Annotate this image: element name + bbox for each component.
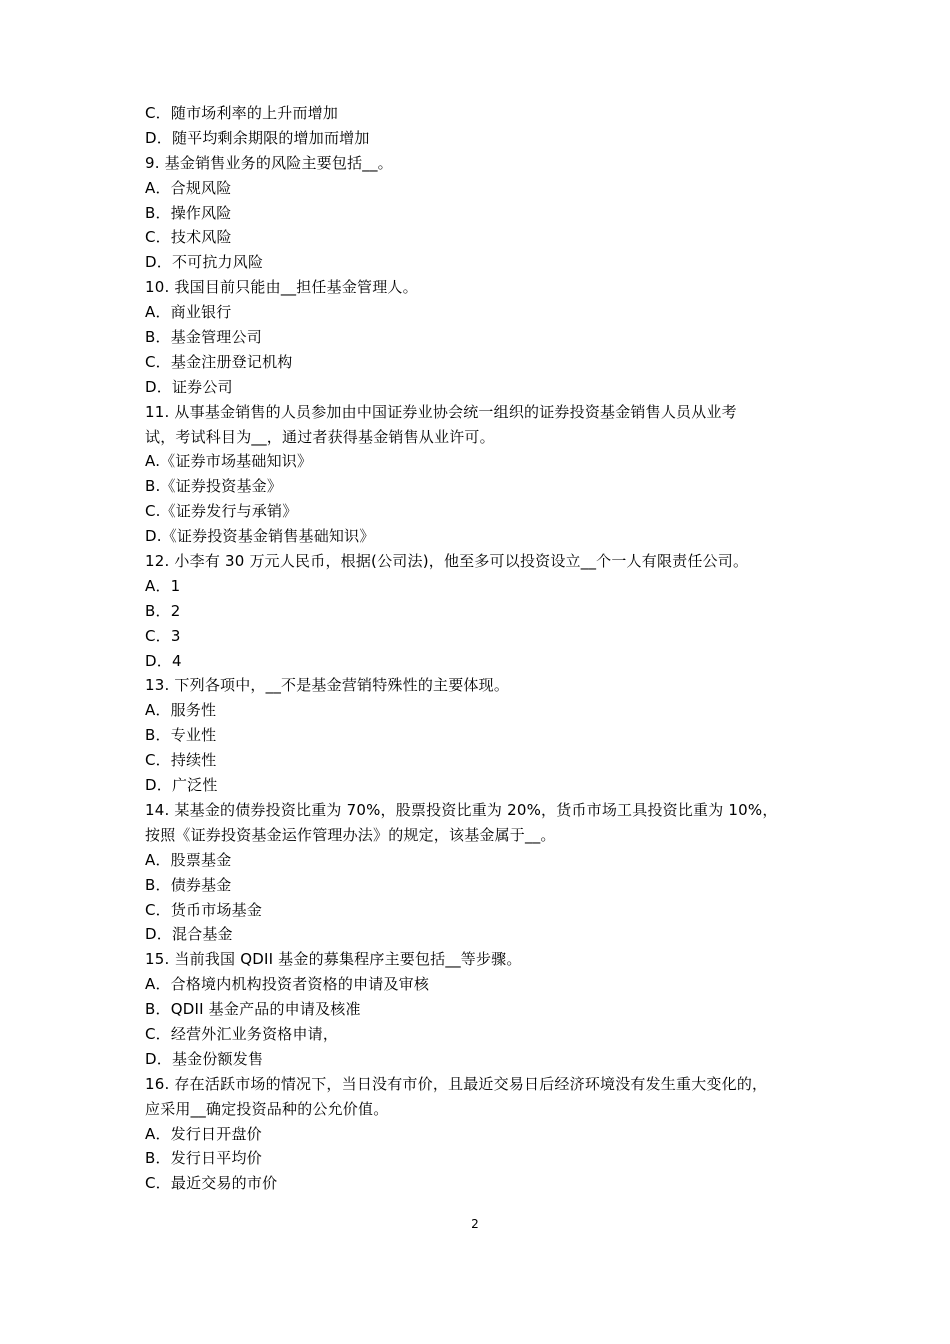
document-body xyxy=(145,101,815,1196)
text-line: B．操作风险 xyxy=(145,203,232,222)
text-line: B．QDII 基金产品的申请及核准 xyxy=(145,1000,361,1019)
text-line: A．服务性 xyxy=(145,701,217,720)
text-line: D．证券公司 xyxy=(145,377,233,396)
text-line: D．4 xyxy=(145,651,182,670)
text-line: C．技术风险 xyxy=(145,228,232,247)
text-line: D．不可抗力风险 xyxy=(145,253,264,272)
text-line: B.《证券投资基金》 xyxy=(145,477,283,496)
text-line: D．广泛性 xyxy=(145,776,218,795)
text-line: C．货币市场基金 xyxy=(145,900,263,919)
text-line: C．经营外汇业务资格申请， xyxy=(145,1024,339,1043)
text-line: A．合格境内机构投资者资格的申请及审核 xyxy=(145,975,430,994)
text-line: C．随市场利率的上升而增加 xyxy=(145,104,339,122)
text-line: 10. 我国目前只能由__担任基金管理人。 xyxy=(145,278,418,297)
text-line: B．基金管理公司 xyxy=(145,328,262,347)
text-line: A.《证券市场基础知识》 xyxy=(145,452,313,471)
text-line: 15. 当前我国 QDII 基金的募集程序主要包括__等步骤。 xyxy=(145,950,522,969)
text-line: A．股票基金 xyxy=(145,850,232,869)
page-number: 2 xyxy=(471,1217,479,1231)
text-line: 按照《证券投资基金运作管理办法》的规定，该基金属于__。 xyxy=(145,825,556,844)
text-line: B．发行日平均价 xyxy=(145,1149,262,1168)
text-line: C．持续性 xyxy=(145,751,217,770)
text-line: C．最近交易的市价 xyxy=(145,1174,278,1193)
text-line: D．混合基金 xyxy=(145,925,233,944)
text-line: B．2 xyxy=(145,601,181,620)
text-line: D．随平均剩余期限的增加而增加 xyxy=(145,128,370,147)
text-line: C．基金注册登记机构 xyxy=(145,352,293,371)
text-line: D.《证券投资基金销售基础知识》 xyxy=(145,527,375,546)
text-line: C．3 xyxy=(145,626,181,645)
text-line: 试，考试科目为__，通过者获得基金销售从业许可。 xyxy=(145,427,495,446)
text-line: A．商业银行 xyxy=(145,303,232,322)
text-line: C.《证券发行与承销》 xyxy=(145,502,298,521)
text-line: A．发行日开盘价 xyxy=(145,1124,262,1143)
text-line: B．专业性 xyxy=(145,726,217,745)
text-line: 16. 存在活跃市场的情况下，当日没有市价，且最近交易日后经济环境没有发生重大变化的， xyxy=(145,1074,768,1093)
text-line: A．合规风险 xyxy=(145,178,232,197)
text-line: 9. 基金销售业务的风险主要包括__。 xyxy=(145,153,393,172)
text-line: 应采用__确定投资品种的公允价值。 xyxy=(145,1099,389,1118)
text-line: D．基金份额发售 xyxy=(145,1049,264,1068)
text-line: 14. 某基金的债券投资比重为 70%，股票投资比重为 20%，货币市场工具投资比重为 10%， xyxy=(145,800,778,819)
text-line: A．1 xyxy=(145,576,181,595)
text-line: 12. 小李有 30 万元人民币，根据(公司法)，他至多可以投资设立__个一人有限责任公司。 xyxy=(145,552,749,571)
text-line: 13. 下列各项中，__不是基金营销特殊性的主要体现。 xyxy=(145,676,510,695)
text-line: 11. 从事基金销售的人员参加由中国证券业协会统一组织的证券投资基金销售人员从业考 xyxy=(145,402,737,421)
text-line: B．债券基金 xyxy=(145,875,232,894)
